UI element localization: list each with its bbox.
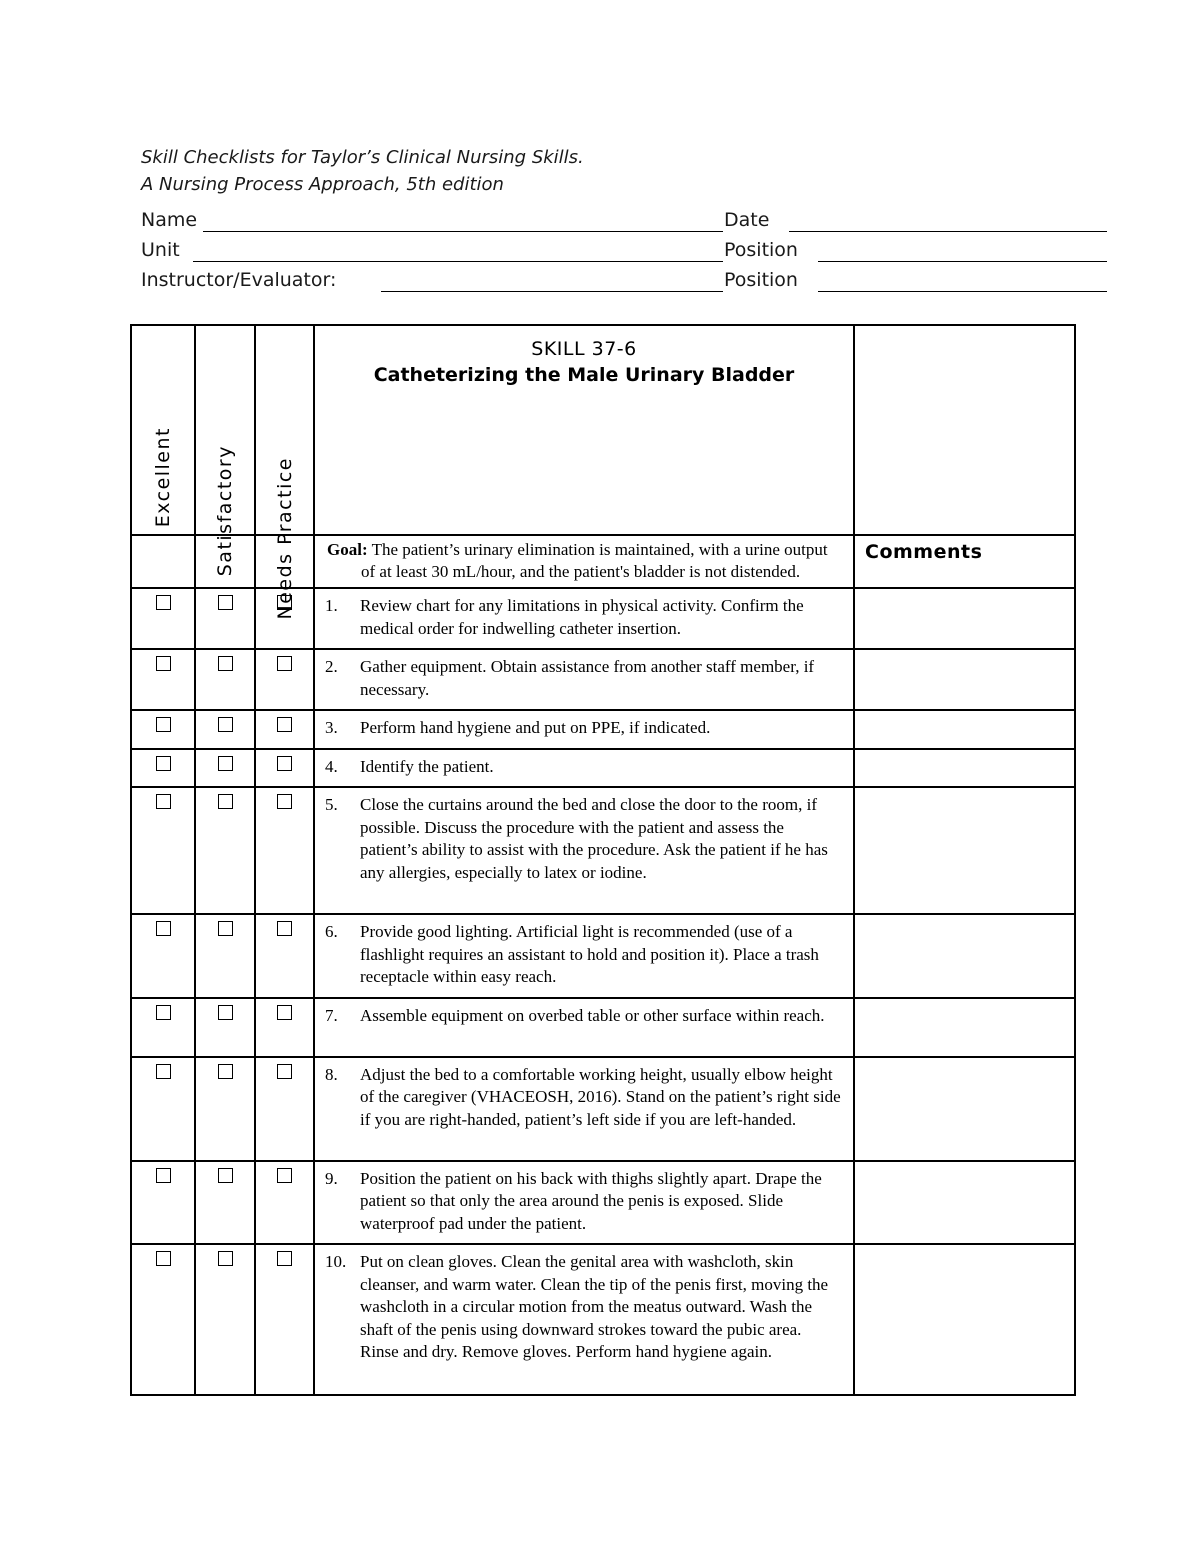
needs-practice-checkbox[interactable] [277,756,292,771]
position-field[interactable] [818,261,1107,262]
instructor-position-row [141,267,1107,297]
step-text: Identify the patient. [360,756,494,776]
satisfactory-checkbox[interactable] [218,595,233,610]
step-row [131,1161,1075,1245]
step-number: 1. [325,596,338,615]
col-excellent [131,325,195,535]
step-cell [314,1057,854,1161]
needs-practice-checkbox[interactable] [277,656,292,671]
step-cell [314,787,854,914]
satisfactory-checkbox[interactable] [218,717,233,732]
step-cell [314,1161,854,1245]
date-field[interactable] [789,231,1107,232]
step-row [131,649,1075,710]
excellent-checkbox[interactable] [156,1005,171,1020]
comment-cell[interactable] [854,1161,1075,1245]
instructor-label: Instructor/Evaluator: [141,269,337,291]
step-number: 6. [325,922,338,941]
step-number: 9. [325,1168,338,1188]
excellent-header: Excellent [152,427,174,528]
step-text: Perform hand hygiene and put on PPE, if indicated. [360,718,711,737]
book-title [141,144,584,198]
step-number: 7. [325,1005,338,1025]
goal-cell [314,535,854,588]
excellent-checkbox[interactable] [156,717,171,732]
step-cell [314,998,854,1057]
satisfactory-header: Satisfactory [214,445,236,577]
satisfactory-checkbox[interactable] [218,656,233,671]
unit-field[interactable] [193,261,723,262]
satisfactory-checkbox[interactable] [218,794,233,809]
position-field-2[interactable] [818,291,1107,292]
step-cell [314,749,854,788]
step-row [131,749,1075,788]
needs-practice-checkbox[interactable] [277,1251,292,1266]
satisfactory-checkbox[interactable] [218,756,233,771]
needs-practice-checkbox[interactable] [277,921,292,936]
needs-practice-header: Needs Practice [273,457,296,620]
satisfactory-checkbox[interactable] [218,921,233,936]
step-number: 2. [325,657,338,676]
step-text: Review chart for any limitations in physical activity. Confirm the medical order for indwelling catheter insertion. [360,596,804,638]
step-number: 3. [325,718,338,737]
goal-row [131,535,1075,588]
skill-number: SKILL 37-6 [531,338,637,360]
book-title-line2: A Nursing Process Approach, 5th edition [141,174,504,195]
comment-cell[interactable] [854,1244,1075,1395]
book-title-line1: Skill Checklists for Taylor’s Clinical Nursing Skills. [141,147,584,168]
name-label: Name [141,209,198,231]
excellent-checkbox[interactable] [156,756,171,771]
needs-practice-checkbox[interactable] [277,717,292,732]
name-date-row [141,207,1107,237]
step-text: Adjust the bed to a comfortable working height, usually elbow height of the caregiver (VHACEOSH, 2016). Stand on the patient’s right side if you are right-handed, patient’s left side if you are left-handed. [360,1064,841,1129]
step-cell [314,588,854,649]
step-row [131,1057,1075,1161]
satisfactory-checkbox[interactable] [218,1064,233,1079]
step-row [131,914,1075,998]
comment-cell[interactable] [854,749,1075,788]
unit-label: Unit [141,239,180,261]
skill-checklist-table [130,324,1076,1396]
step-text: Assemble equipment on overbed table or other surface within reach. [360,1005,825,1025]
comment-cell[interactable] [854,914,1075,998]
header-blank-cell [854,325,1075,535]
excellent-checkbox[interactable] [156,1064,171,1079]
date-label: Date [724,209,770,231]
name-field[interactable] [203,231,723,232]
excellent-checkbox[interactable] [156,921,171,936]
step-text: Position the patient on his back with thighs slightly apart. Drape the patient so that only the area around the penis is exposed. Slide waterproof pad under the patient. [360,1168,822,1233]
step-row [131,710,1075,749]
instructor-field[interactable] [381,291,723,292]
step-text: Put on clean gloves. Clean the genital area with washcloth, skin cleanser, and warm water. Clean the tip of the penis first, moving the washcloth in a circular motion from the meatus outward. Wash the shaft of the penis using downward strokes toward the pubic area. Rinse and dry. Remove gloves. Perform hand hygiene again. [360,1252,829,1361]
comment-cell[interactable] [854,1057,1075,1161]
satisfactory-checkbox[interactable] [218,1168,233,1183]
comment-cell[interactable] [854,710,1075,749]
goal-label: Goal: [327,540,368,559]
comment-cell[interactable] [854,588,1075,649]
goal-text: The patient’s urinary elimination is maintained, with a urine output of at least 30 mL/hour, and the patient's bladder is not distended. [361,540,828,581]
step-row [131,588,1075,649]
excellent-checkbox[interactable] [156,1168,171,1183]
step-row [131,998,1075,1057]
step-number: 5. [325,795,338,814]
position-label-2: Position [724,269,798,291]
step-cell [314,914,854,998]
position-label: Position [724,239,798,261]
needs-practice-checkbox[interactable] [277,1168,292,1183]
excellent-checkbox[interactable] [156,656,171,671]
step-cell [314,649,854,710]
step-number: 4. [325,756,338,776]
step-cell [314,710,854,749]
needs-practice-checkbox[interactable] [277,1005,292,1020]
col-satisfactory [195,325,255,577]
excellent-checkbox[interactable] [156,595,171,610]
satisfactory-checkbox[interactable] [218,1005,233,1020]
needs-practice-checkbox[interactable] [277,794,292,809]
excellent-checkbox[interactable] [156,1251,171,1266]
step-row [131,787,1075,914]
header-row [131,325,1075,535]
evaluation-fields [141,207,1107,297]
needs-practice-checkbox[interactable] [277,1064,292,1079]
unit-position-row [141,237,1107,267]
skill-heading [314,325,854,535]
step-number: 10. [325,1252,347,1271]
step-cell [314,1244,854,1395]
excellent-checkbox[interactable] [156,794,171,809]
step-text: Gather equipment. Obtain assistance from another staff member, if necessary. [360,657,815,699]
step-text: Provide good lighting. Artificial light is recommended (use of a flashlight requires an assistant to hold and position it). Place a trash receptacle within easy reach. [360,922,819,986]
skill-title: Catheterizing the Male Urinary Bladder [373,364,795,386]
comments-label: Comments [854,535,1075,588]
comment-cell[interactable] [854,787,1075,914]
step-number: 8. [325,1064,338,1084]
satisfactory-checkbox[interactable] [218,1251,233,1266]
comment-cell[interactable] [854,649,1075,710]
step-row [131,1244,1075,1395]
step-text: Close the curtains around the bed and close the door to the room, if possible. Discuss the procedure with the patient and assess the patient’s ability to assist with the procedure. Ask the patient if he has any allergies, especially to latex or iodine. [360,795,828,882]
col-needs-practice [255,325,314,620]
comment-cell[interactable] [854,998,1075,1057]
